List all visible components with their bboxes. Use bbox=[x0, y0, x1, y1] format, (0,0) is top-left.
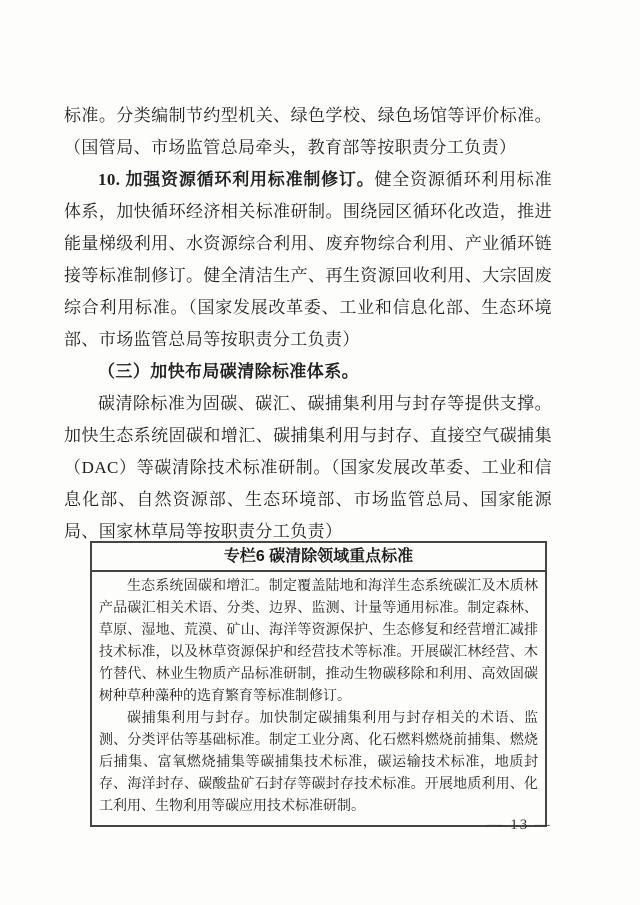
paragraph-carbon-removal: 碳清除标准为固碳、碳汇、碳捕集利用与封存等提供支撑。加快生态系统固碳和增汇、碳捕集利用与封存、直接空气碳捕集（DAC）等碳清除技术标准研制。（国家发展改革委、工业和信息化部、自然资源部、生态环境部、市场监管总局、国家能源局、国家林草局等按职责分工负责） bbox=[64, 394, 552, 541]
callout-box-title: 专栏6 碳清除领域重点标准 bbox=[92, 543, 545, 572]
paragraph-item-10-lead: 10. 加强资源循环利用标准制修订。 bbox=[98, 170, 375, 189]
paragraph-item-10-body: 健全资源循环利用标准体系，加快循环经济相关标准研制。围绕园区循环化改造，推进能量梯级利用、水资源综合利用、废弃物综合利用、产业循环链接等标准制修订。健全清洁生产、再生资源回收利用、大宗固废综合利用标准。（国家发展改革委、工业和信息化部、生态环境部、市场监管总局等按职责分工负责） bbox=[64, 170, 553, 349]
callout-box-column-6 bbox=[90, 541, 547, 827]
body-text-column bbox=[64, 100, 552, 548]
callout-box-paragraph-ccus: 碳捕集利用与封存。加快制定碳捕集利用与封存相关的术语、监测、分类评估等基础标准。制定工业分离、化石燃料燃烧前捕集、燃烧后捕集、富氧燃烧捕集等碳捕集技术标准，碳运输技术标准，地质封存、海洋封存、碳酸盐矿石封存等碳封存技术标准。开展地质利用、化工利用、生物利用等碳应用技术标准研制。 bbox=[99, 711, 538, 814]
paragraph-continuation: 标准。分类编制节约型机关、绿色学校、绿色场馆等评价标准。（国管局、市场监管总局牵头，教育部等按职责分工负责） bbox=[64, 106, 552, 157]
section-heading-3: （三）加快布局碳清除标准体系。 bbox=[98, 362, 359, 381]
callout-box-paragraph-ecosystem: 生态系统固碳和增汇。制定覆盖陆地和海洋生态系统碳汇及木质林产品碳汇相关术语、分类、边界、监测、计量等通用标准。制定森林、草原、湿地、荒漠、矿山、海洋等资源保护、生态修复和经营增汇减排技术标准，以及林草资源保护和经营技术等标准。开展碳汇林经营、木竹替代、林业生物质产品标准研制，推动生物碳移除和利用、高效固碳树种草种藻种的选育繁育等标准制修订。 bbox=[99, 579, 538, 704]
callout-box-body bbox=[92, 572, 545, 825]
paragraph-item-10 bbox=[64, 164, 552, 356]
page-number: — 13 — bbox=[487, 817, 552, 833]
